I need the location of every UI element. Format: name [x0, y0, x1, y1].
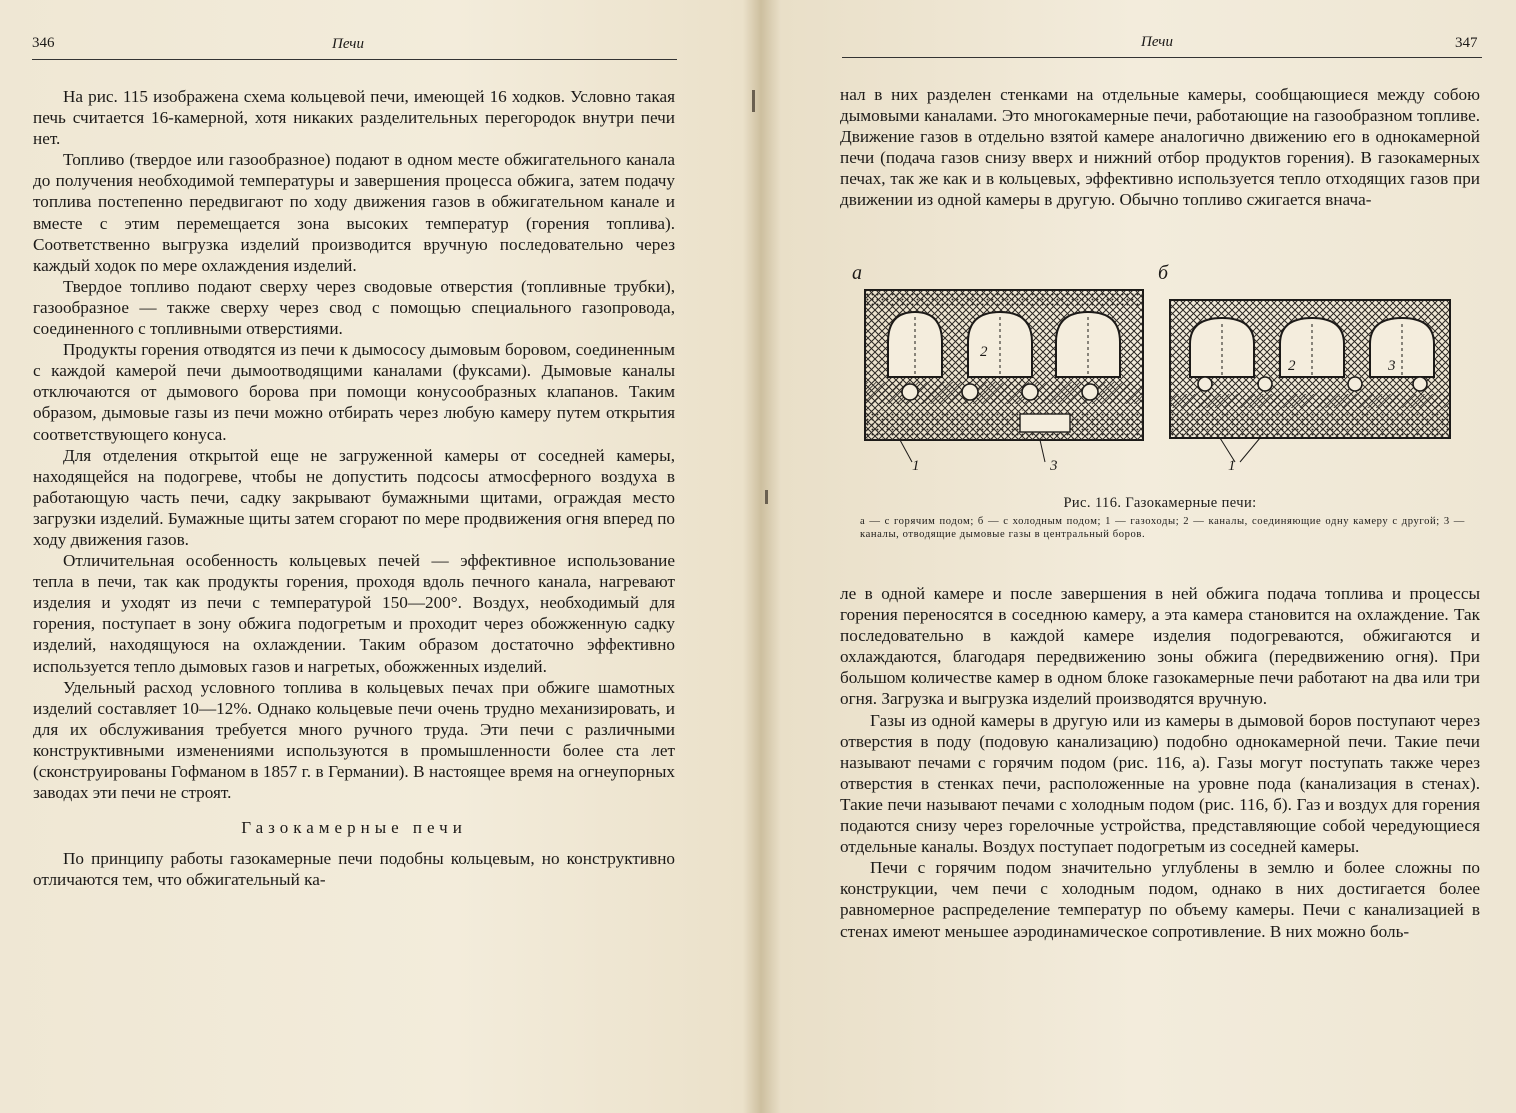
- paragraph: Для отделения открытой еще не загруженной камеры от соседней камеры, находящейся на подогреве, чтобы не допустить подсосы атмосферного воздуха в работающую часть печи, садку закрывают бумажными щитами, ограждая место загрузки изделий. Бумажные щиты затем сгорают по мере продвижения огня вперед по ходу движения газов.: [33, 445, 675, 549]
- header-rule-left: [32, 59, 677, 60]
- callout-a-2: 2: [980, 344, 988, 360]
- paragraph: Отличительная особенность кольцевых печей — эффективное использование тепла в печи, так как продукты горения, проходя вдоль печного канала, нагревают изделия и уходят из печи с температурой 150—200°. Воздух, необходимый для горения, поступает в зону обжига подогретым и проходит через обожженную садку изделий, находящуюся на охлаждении. Таким образом достаточно эффективно используется тепло дымовых газов и нагретых, обожженных изделий.: [33, 551, 675, 676]
- paragraph: ле в одной камере и после завершения в ней обжига подача топлива и процессы горения переносятся в соседнюю камеру, а эта камера становится на охлаждение. Так последовательно в каждой камере изделия подогреваются, обжигаются и охлаждаются, благодаря передвижению зоны обжига (передвижению огня). При большом количестве камер в одном блоке газокамерные печи работают на два или три огня. Загрузка и выгрузка изделий производятся вручную.: [840, 584, 1480, 709]
- gutter-mark: [752, 90, 755, 112]
- running-title-right: Печи: [1141, 34, 1173, 50]
- left-body-text: [33, 86, 675, 890]
- paragraph: Газы из одной камеры в другую или из камеры в дымовой боров поступают через отверстия в поду (подовую канализацию) подобно однокамерной печи. Такие печи называют печами с горячим подом (рис. 116, а). Газы могут поступать также через отверстия в стенках печи, расположенные на уровне пода (канализация в стенах). Такие печи называют печами с холодным подом (рис. 116, б). Газ и воздух для горения подаются снизу через горелочные устройства, представляющие собой чередующиеся отдельные каналы. Воздух поступает подогретым из соседней камеры.: [840, 710, 1480, 857]
- paragraph: Печи с горячим подом значительно углублены в землю и более сложны по конструкции, чем печи с холодным подом, однако в них достигается более равномерное распределение температур по объему камеры. Печи с канализацией в стенах имеют меньшее аэродинамическое сопротивление. В них можно боль-: [840, 858, 1480, 941]
- page-number-left: 346: [32, 35, 55, 51]
- figure-caption-title: Рис. 116. Газокамерные печи:: [1063, 495, 1257, 511]
- paragraph: Топливо (твердое или газообразное) подают в одном месте обжигательного канала до получения необходимой температуры и завершения процесса обжига, затем подачу топлива постепенно передвигают по ходу движения газов в обжигательном канале и вместе с этим перемещается зона высоких температур (горения топлива). Соответственно выгрузка изделий производится вручную последовательно через каждый ходок по мере охлаждения изделий.: [33, 150, 675, 275]
- paragraph: нал в них разделен стенками на отдельные камеры, сообщающиеся между собою дымовыми каналами. Это многокамерные печи, работающие на газообразном топливе. Движение газов в отдельно взятой камере аналогично движению его в однокамерной печи (подача газов снизу вверх и нижний отбор продуктов горения). В газокамерных печах, так же как и в кольцевых, эффективно используется тепло отходящих газов при движении из одной камеры в другую. Обычно топливо сжигается внача-: [840, 85, 1480, 210]
- figure-label-a: а: [852, 262, 862, 284]
- page-number-right: 347: [1455, 35, 1478, 51]
- header-rule-right: [842, 57, 1482, 58]
- drawing-b-cold-floor: [1170, 300, 1450, 462]
- running-title-left: Печи: [332, 36, 364, 52]
- section-heading: Газокамерные печи: [241, 818, 467, 838]
- paragraph: Твердое топливо подают сверху через сводовые отверстия (топливные трубки), газообразное — также сверху через свод с помощью специального газопровода, соединенного с топливными отверстиями.: [33, 276, 675, 339]
- right-body-text: [840, 583, 1480, 942]
- paragraph: На рис. 115 изображена схема кольцевой печи, имеющей 16 ходков. Условно такая печь считается 16-камерной, хотя никаких разделительных перегородок внутри печи нет.: [33, 87, 675, 149]
- drawing-a-hot-floor: [865, 290, 1143, 462]
- figure-caption-legend: а — с горячим подом; б — с холодным подом; 1 — газоходы; 2 — каналы, соединяющие одну камеру с другой; 3 — каналы, отводящие дымовые газы в центральный боров.: [860, 516, 1465, 540]
- paragraph: По принципу работы газокамерные печи подобны кольцевым, но конструктивно отличаются тем, что обжигательный ка-: [33, 849, 675, 890]
- callout-a-3: 3: [1050, 458, 1058, 474]
- figure-label-b: б: [1158, 262, 1169, 284]
- callout-b-2: 2: [1288, 358, 1296, 374]
- left-page: [0, 0, 755, 1113]
- figure-116: [840, 262, 1480, 582]
- paragraph: Удельный расход условного топлива в кольцевых печах при обжиге шамотных изделий составляет 10—12%. Однако кольцевые печи очень трудно механизировать, и для их обслуживания требуется много ручного труда. Эти печи с различными конструктивными изменениями используются в промышленности более ста лет (сконструированы Гофманом в 1857 г. в Германии). В настоящее время на огнеупорных заводах эти печи не строят.: [33, 677, 675, 803]
- callout-b-1: 1: [1228, 458, 1236, 474]
- right-top-text: [840, 84, 1480, 211]
- paragraph: Продукты горения отводятся из печи к дымососу дымовым боровом, соединенным с каждой камерой печи дымоотводящими каналами (фуксами). Дымовые каналы отключаются от дымового борова при помощи конусообразных клапанов. Таким образом, дымовые газы из печи можно отбирать через любую камеру путем открытия соответствующего конуса.: [33, 340, 675, 444]
- callout-b-3: 3: [1388, 358, 1396, 374]
- callout-a-1: 1: [912, 458, 920, 474]
- kiln-cross-section-drawing: [840, 282, 1480, 502]
